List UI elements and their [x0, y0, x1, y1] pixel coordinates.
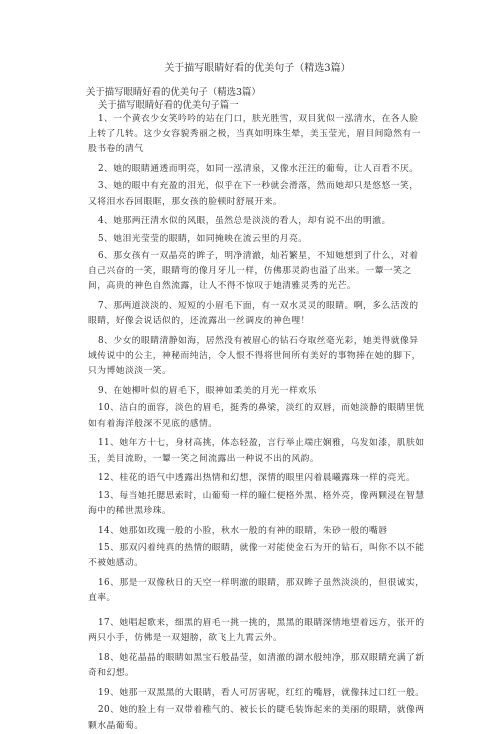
paragraph-10: 10、洁白的面容，淡色的眉毛，挺秀的鼻梁，淡红的双唇，而她淡静的眼睛里恍如有着海洋般深不见底的感情。	[88, 403, 425, 429]
document-title: 关于描写眼睛好看的优美句子（精选3篇）	[164, 63, 351, 74]
paragraph-13: 13、每当她托腮思索时，山葡萄一样的瞳仁便格外黑、格外亮，像两颗浸在智慧海中的稀世黑珍珠。	[88, 490, 425, 516]
paragraph-12: 12、桂花的语气中透露出热情和幻想，深情的眼里闪着晨曦露珠一样的亮光。	[98, 473, 416, 484]
paragraph-2: 2、她的眼睛通透而明亮，如同一泓清泉，又像水汪汪的葡萄，让人百看不厌。	[98, 164, 419, 175]
paragraph-gap	[88, 608, 427, 616]
paragraph-9: 9、在她柳叶似的眉毛下，眼神如柔美的月光一样欢乐	[98, 386, 317, 397]
paragraph-18: 18、她花晶晶的眼睛如黑宝石般晶莹，如清澈的湖水般纯净，那双眼睛充满了新奇和幻想。	[88, 653, 425, 679]
paragraph-20: 20、她的脸上有一双带着稚气的、被长长的睫毛装饰起来的美丽的眼睛，就像两颗水晶葡萄。	[88, 705, 425, 731]
paragraph-15: 15、那双闪着纯真的热情的眼睛，就像一对能使金石为开的钻石，叫你不以不能不被她感动。	[88, 542, 425, 569]
paragraph-8: 8、少女的眼睛清静如海，居然没有被眉心的钻石夺取丝毫光彩，她美得就像异域传说中的公主，神秘而纯洁，令人恨不得将世间所有美好的事物捧在她的脚下，只为博她淡淡一笑。	[88, 336, 421, 377]
paragraph-3: 3、她的眼中有充盈的泪光，似乎在下一秒就会滑落，然而她却只是悠悠一笑，又将泪水吞回眼眶，那女孩的脸顿时舒展开来。	[88, 181, 419, 207]
paragraph-14: 14、她那如玫瑰一般的小脸，秋水一般的有神的眼睛，朱砂一般的嘴唇	[98, 525, 388, 536]
paragraph-19: 19、她那一双黑黑的大眼睛，看人可厉害呢，红红的嘴唇，就像抹过口红一般。	[98, 688, 425, 699]
paragraph-17: 17、她唱起歌来，细黑的眉毛一挑一挑的，黑黑的眼睛深情地望着远方，张开的两只小手，仿佛是一双翅膀，欲飞上九霄云外。	[88, 618, 425, 644]
document-subtitle: 关于描写眼睛好看的优美句子（精选3篇）	[86, 87, 261, 98]
paragraph-7: 7、那两道淡淡的、短短的小眉毛下面，有一双水灵灵的眼睛。啊，多么活泼的眼睛，好像会说话似的，还流露出一丝调皮的神色哩！	[88, 301, 419, 327]
paragraph-1: 1、一个黄衣少女笑吟吟的站在门口，肤光胜雪，双目犹似一泓清水，在各人脸上转了几转。这少女容貌秀丽之极，当真如明珠生晕，美玉莹光，眉目间隐然有一股书卷的清气	[88, 114, 421, 155]
paragraph-4: 4、她那两汪清水似的风眼，虽然总是淡淡的看人，却有说不出的明澈。	[98, 216, 391, 227]
paragraph-16: 16、那是一双像秋日的天空一样明澈的眼睛，那双眸子虽然淡淡的，但很诚实，直率。	[88, 577, 425, 604]
section-title: 关于描写眼睛好看的优美句子篇一	[98, 100, 239, 111]
paragraph-6: 6、那女孩有一双晶亮的眸子，明净清澈，灿若繁星，不知她想到了什么，对着自己兴奋的一笑，眼睛弯的像月牙儿一样，仿佛那灵韵也溢了出来。一颦一笑之间，高贵的神色自然流露，让人不得不惊叹于她清雅灵秀的光芒。	[88, 250, 419, 292]
paragraph-5: 5、她泪光莹莹的眼睛，如同掩映在流云里的月亮。	[98, 233, 308, 244]
paragraph-11: 11、她年方十七，身材高挑，体态轻盈，言行举止端庄娴雅，乌发如漆，肌肤如玉，美目流盼，一颦一笑之间流露出一种说不出的风韵。	[88, 438, 425, 464]
